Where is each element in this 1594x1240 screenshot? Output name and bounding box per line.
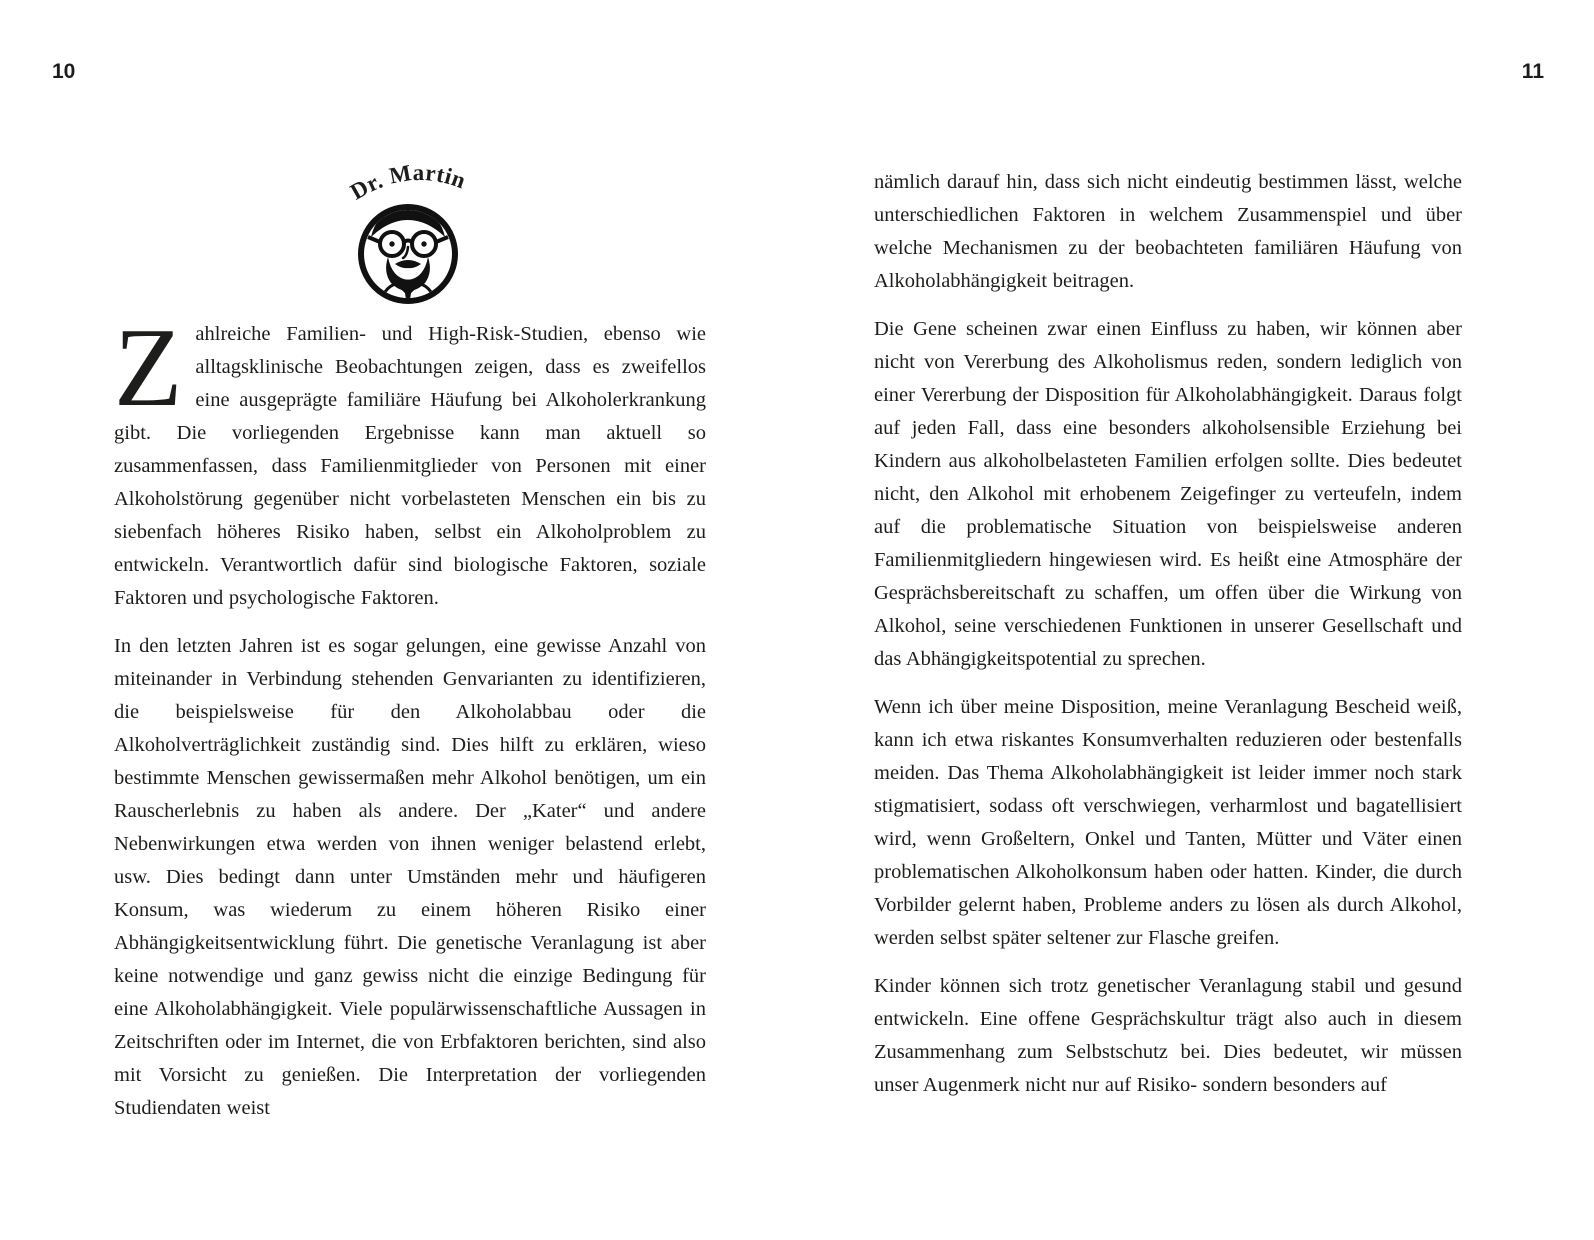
page-number-right: 11 <box>1521 60 1544 83</box>
paragraph-text: ahlreiche Familien- und High-Risk-Studien, ebenso wie alltagsklinische Beobachtungen zeigen, dass es zweifellos eine ausgeprägte familiäre Häufung bei Alkoholerkrankung gibt. Die vorliegenden Ergebnisse kann man aktuell so zusammenfassen, dass Familienmitglieder von Personen mit einer Alkoholstörung gegenüber nicht vorbelasteten Menschen ein bis zu siebenfach höheres Risiko haben, selbst ein Alkoholproblem zu entwickeln. Verantwortlich dafür sind biologische Faktoren, soziale Faktoren und psychologische Faktoren. <box>114 323 706 609</box>
doctor-portrait-icon <box>298 152 522 310</box>
page-number-left: 10 <box>52 60 76 83</box>
page-left <box>114 152 706 1125</box>
paragraph: Wenn ich über meine Disposition, meine Veranlagung Bescheid weiß, kann ich etwa riskantes Konsumverhalten reduzieren oder bestenfalls meiden. Das Thema Alkoholabhängigkeit ist leider immer noch stark stigmatisiert, sodass oft verschwiegen, verharmlost und bagatellisiert wird, wenn Großeltern, Onkel und Tanten, Mütter und Väter einen problematischen Alkoholkonsum haben oder hatten. Kinder, die durch Vorbilder gelernt haben, Probleme anders zu lösen als durch Alkohol, werden selbst später seltener zur Flasche greifen. <box>874 696 1462 949</box>
avatar-caption: Dr. Martin <box>346 159 470 205</box>
paragraph: In den letzten Jahren ist es sogar gelungen, eine gewisse Anzahl von miteinander in Verbindung stehenden Genvarianten zu identifizieren, die beispielsweise für den Alkoholabbau oder die Alkoholverträglichkeit zuständig sind. Dies hilft zu erklären, wieso bestimmte Menschen gewissermaßen mehr Alkohol benötigen, um ein Rauscherlebnis zu haben als andere. Der „Kater“ und andere Nebenwirkungen etwa werden von ihnen weniger belastend erlebt, usw. Dies bedingt dann unter Umständen mehr und häufigeren Konsum, was wiederum zu einem höheren Risiko einer Abhängigkeitsentwicklung führt. Die genetische Veranlagung ist aber keine notwendige und ganz gewiss nicht die einzige Bedingung für eine Alkoholabhängigkeit. Viele populärwissenschaftliche Aussagen in Zeitschriften oder im Internet, die von Erbfaktoren berichten, sind also mit Vorsicht zu genießen. Die Interpretation der vorliegenden Studiendaten weist <box>114 635 706 1119</box>
paragraph: Die Gene scheinen zwar einen Einfluss zu haben, wir können aber nicht von Vererbung des Alkoholismus reden, sondern lediglich von einer Vererbung der Disposition für Alkoholabhängigkeit. Daraus folgt auf jeden Fall, dass eine besonders alkoholsensible Erziehung bei Kindern aus alkoholbelasteten Familien erfolgen sollte. Dies bedeutet nicht, den Alkohol mit erhobenem Zeigefinger zu verteufeln, indem auf die problematische Situation von beispielsweise anderen Familienmitgliedern hingewiesen wird. Es heißt eine Atmosphäre der Gesprächsbereitschaft zu schaffen, um offen über die Wirkung von Alkohol, seine verschiedenen Funktionen in unserer Gesellschaft und das Abhängigkeitspotential zu sprechen. <box>874 318 1462 670</box>
page-right <box>874 166 1462 1102</box>
paragraph: nämlich darauf hin, dass sich nicht eindeutig bestimmen lässt, welche unterschiedlichen Faktoren in welchem Zusammenspiel und über welche Mechanismen zu der beobachteten familiären Häufung von Alkoholabhängigkeit beitragen. <box>874 171 1462 292</box>
dropcap: Z <box>114 306 183 430</box>
paragraph-intro <box>114 306 706 615</box>
dr-martin-avatar <box>114 152 706 310</box>
svg-text:Dr. Martin <box>346 160 469 205</box>
paragraph: Kinder können sich trotz genetischer Veranlagung stabil und gesund entwickeln. Eine offene Gesprächskultur trägt also auch in diesem Zusammenhang zum Selbstschutz bei. Dies bedeutet, wir müssen unser Augenmerk nicht nur auf Risiko- sondern besonders auf <box>874 975 1462 1096</box>
